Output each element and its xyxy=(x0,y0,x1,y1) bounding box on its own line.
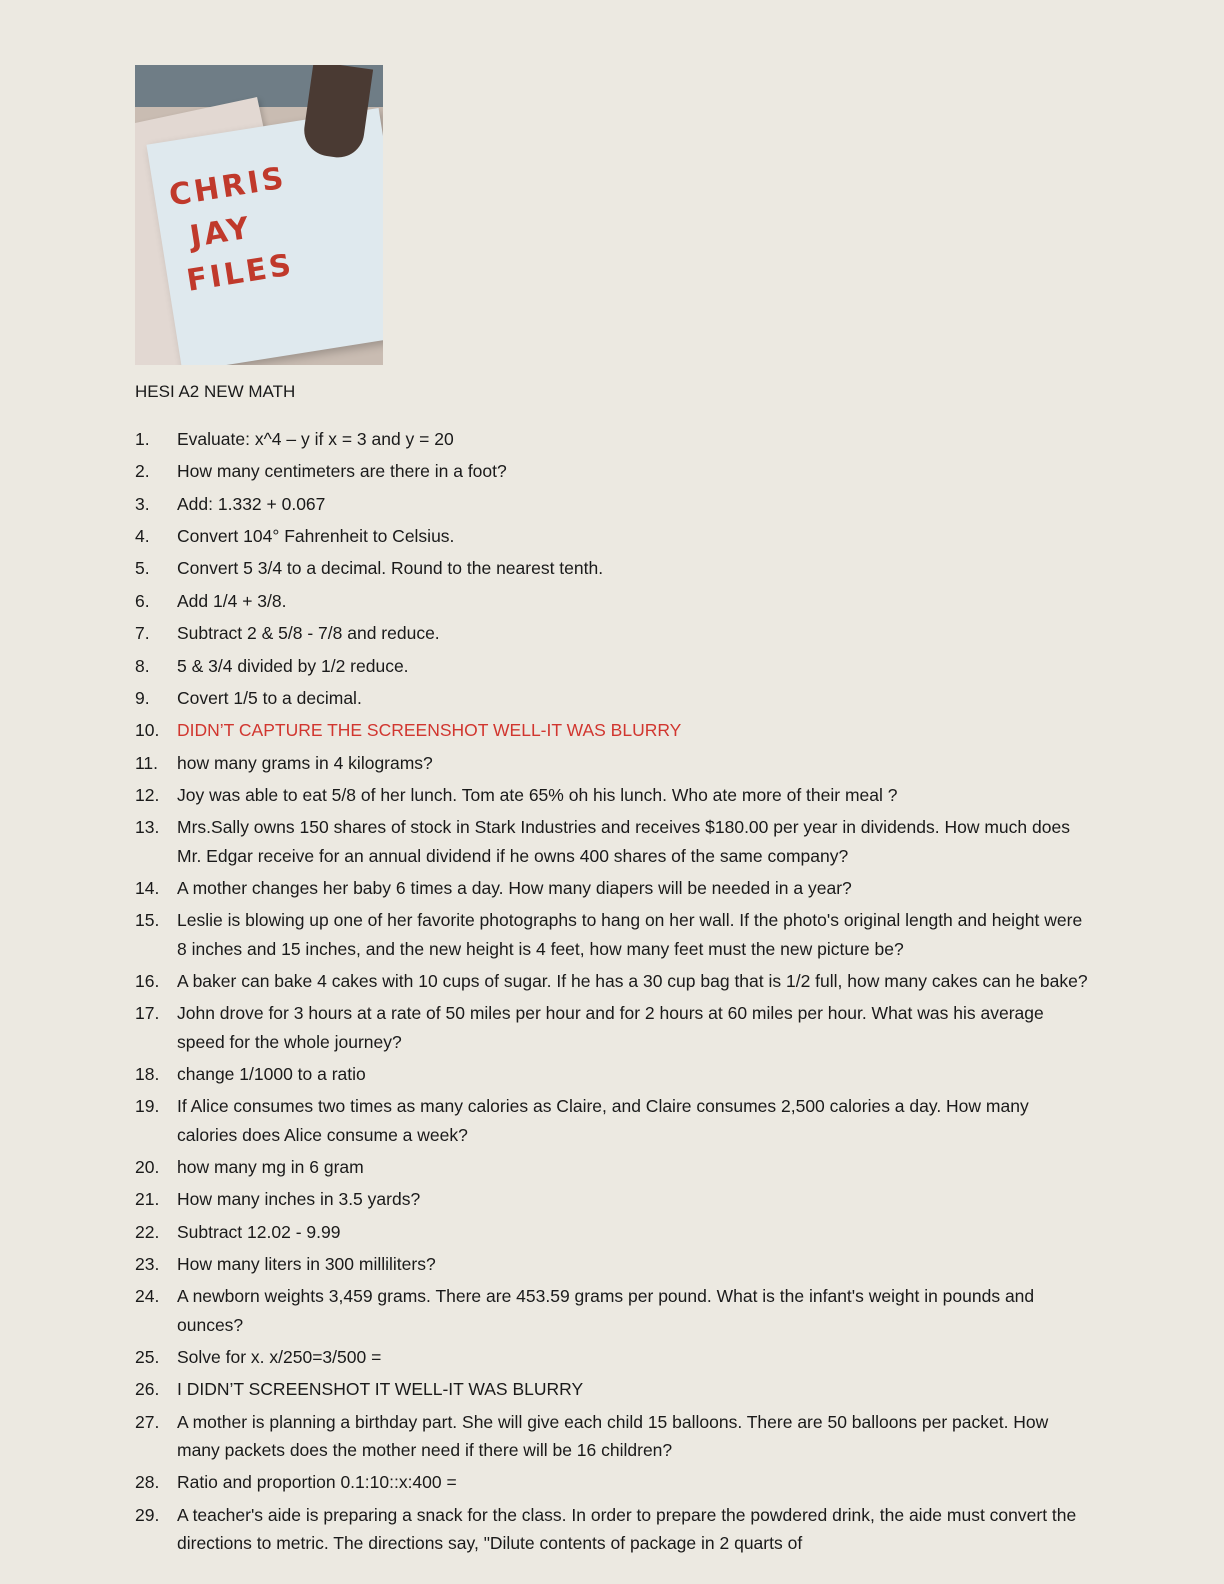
question-number: 1. xyxy=(135,429,150,450)
question-text: Mrs.Sally owns 150 shares of stock in Stark Industries and receives $180.00 per year in dividends. How much does Mr. Edgar receive for an annual dividend if he owns 400 shares of the same company? xyxy=(177,817,1070,866)
question-text: I DIDN’T SCREENSHOT IT WELL-IT WAS BLURRY xyxy=(177,1379,584,1400)
question-number: 2. xyxy=(135,461,150,482)
document-content xyxy=(135,65,1090,1561)
question-number: 13. xyxy=(135,817,160,838)
question-item xyxy=(135,1343,1090,1371)
question-item xyxy=(135,906,1090,963)
question-text: A mother is planning a birthday part. She will give each child 15 balloons. There are 50 balloons per packet. How many packets does the mother need if there will be 16 children? xyxy=(177,1411,1049,1461)
question-number: 28. xyxy=(135,1472,160,1493)
question-number: 15. xyxy=(135,910,160,931)
question-number: 4. xyxy=(135,526,150,547)
question-text: how many grams in 4 kilograms? xyxy=(177,752,433,773)
question-text: how many mg in 6 gram xyxy=(177,1157,364,1177)
question-item xyxy=(135,425,1090,453)
question-item xyxy=(135,457,1090,485)
question-number: 6. xyxy=(135,590,150,611)
question-number: 12. xyxy=(135,784,160,805)
note-line-2: JAY xyxy=(187,210,255,255)
question-number: 23. xyxy=(135,1254,160,1275)
question-text: A mother changes her baby 6 times a day. How many diapers will be needed in a year? xyxy=(177,877,852,898)
question-item xyxy=(135,716,1090,744)
question-text: Joy was able to eat 5/8 of her lunch. Tom ate 65% oh his lunch. Who ate more of their meal ? xyxy=(177,784,898,805)
question-number: 22. xyxy=(135,1221,160,1242)
note-line-1: CHRIS xyxy=(166,160,289,214)
question-text: How many liters in 300 milliliters? xyxy=(177,1254,436,1275)
question-number: 9. xyxy=(135,687,150,708)
question-item xyxy=(135,1153,1090,1181)
question-item xyxy=(135,1282,1090,1339)
question-item xyxy=(135,1375,1090,1403)
question-item xyxy=(135,554,1090,582)
question-number: 8. xyxy=(135,655,150,676)
question-number: 20. xyxy=(135,1157,160,1177)
question-text: A teacher's aide is preparing a snack for the class. In order to prepare the powdered drink, the aide must convert the directions to metric. The directions say, "Dilute contents of package in 2 quarts of xyxy=(177,1504,1077,1554)
question-item xyxy=(135,587,1090,615)
question-number: 29. xyxy=(135,1504,160,1525)
question-text: A baker can bake 4 cakes with 10 cups of sugar. If he has a 30 cup bag that is 1/2 full, how many cakes can he bake? xyxy=(177,970,1088,991)
question-number: 14. xyxy=(135,877,160,898)
question-number: 21. xyxy=(135,1189,160,1210)
question-item xyxy=(135,522,1090,550)
question-number: 24. xyxy=(135,1286,160,1307)
question-item xyxy=(135,684,1090,712)
question-text: Convert 5 3/4 to a decimal. Round to the nearest tenth. xyxy=(177,558,604,579)
question-number: 10. xyxy=(135,720,160,741)
question-text: Evaluate: x^4 – y if x = 3 and y = 20 xyxy=(177,429,454,450)
question-text: DIDN’T CAPTURE THE SCREENSHOT WELL-IT WAS BLURRY xyxy=(177,720,682,741)
question-text: John drove for 3 hours at a rate of 50 miles per hour and for 2 hours at 60 miles per hour. What was his average speed for the whole journey? xyxy=(177,1003,1044,1052)
question-text: Convert 104° Fahrenheit to Celsius. xyxy=(177,526,455,547)
question-text: Leslie is blowing up one of her favorite photographs to hang on her wall. If the photo's original length and height were 8 inches and 15 inches, and the new height is 4 feet, how many feet must the new picture be? xyxy=(177,910,1083,959)
question-number: 11. xyxy=(135,752,159,773)
question-text: If Alice consumes two times as many calories as Claire, and Claire consumes 2,500 calories a day. How many calories does Alice consume a week? xyxy=(177,1096,1029,1145)
question-text: Solve for x. x/250=3/500 = xyxy=(177,1347,382,1368)
question-item xyxy=(135,967,1090,995)
question-number: 26. xyxy=(135,1379,160,1400)
header-image xyxy=(135,65,383,365)
question-text: Subtract 2 & 5/8 - 7/8 and reduce. xyxy=(177,623,440,644)
question-number: 3. xyxy=(135,493,150,514)
question-number: 7. xyxy=(135,623,150,644)
question-item xyxy=(135,813,1090,870)
question-number: 25. xyxy=(135,1347,160,1368)
question-item xyxy=(135,1218,1090,1246)
question-item xyxy=(135,874,1090,902)
question-item xyxy=(135,490,1090,518)
question-item xyxy=(135,1408,1090,1465)
question-item xyxy=(135,749,1090,777)
question-item xyxy=(135,1092,1090,1149)
question-number: 18. xyxy=(135,1063,160,1084)
question-text: Covert 1/5 to a decimal. xyxy=(177,687,362,708)
question-text: change 1/1000 to a ratio xyxy=(177,1063,366,1084)
question-number: 27. xyxy=(135,1411,160,1432)
question-number: 19. xyxy=(135,1096,160,1117)
question-item xyxy=(135,781,1090,809)
question-list xyxy=(135,425,1090,1557)
question-item xyxy=(135,1501,1090,1558)
page-title: HESI A2 NEW MATH xyxy=(135,382,296,401)
question-number: 5. xyxy=(135,558,150,579)
question-item xyxy=(135,999,1090,1056)
question-number: 17. xyxy=(135,1003,160,1024)
question-text: Ratio and proportion 0.1:10::x:400 = xyxy=(177,1472,457,1493)
question-text: 5 & 3/4 divided by 1/2 reduce. xyxy=(177,655,409,676)
question-item xyxy=(135,652,1090,680)
question-text: Subtract 12.02 - 9.99 xyxy=(177,1221,341,1242)
question-text: Add 1/4 + 3/8. xyxy=(177,590,287,611)
question-text: A newborn weights 3,459 grams. There are 453.59 grams per pound. What is the infant's weight in pounds and ounces? xyxy=(177,1286,1035,1335)
question-item xyxy=(135,1250,1090,1278)
note-line-3: FILES xyxy=(184,247,297,299)
question-number: 16. xyxy=(135,970,160,991)
question-item xyxy=(135,619,1090,647)
question-item xyxy=(135,1468,1090,1496)
question-text: How many inches in 3.5 yards? xyxy=(177,1189,421,1210)
question-item xyxy=(135,1185,1090,1213)
question-text: How many centimeters are there in a foot? xyxy=(177,461,507,482)
question-text: Add: 1.332 + 0.067 xyxy=(177,493,326,514)
question-item xyxy=(135,1060,1090,1088)
